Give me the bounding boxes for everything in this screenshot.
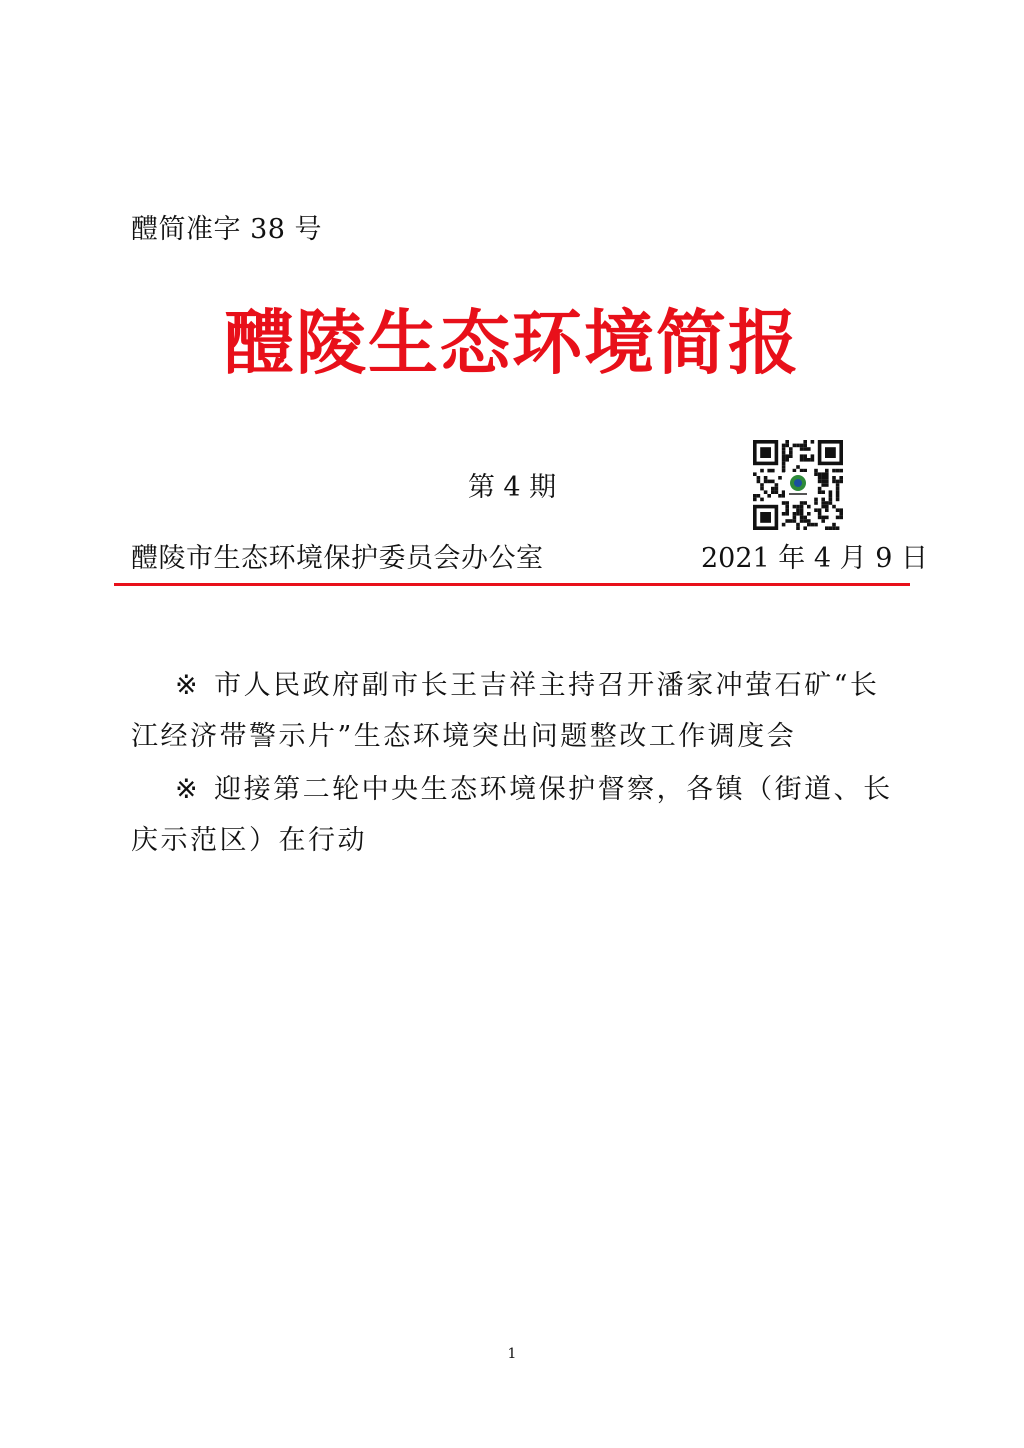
issue-date: 2021 年 4 月 9 日 <box>701 543 928 574</box>
qr-code-icon <box>751 440 845 530</box>
issuer-name: 醴陵市生态环境保护委员会办公室 <box>131 543 544 574</box>
contents-list <box>131 660 901 868</box>
doc-number: 醴简准字 38 号 <box>131 214 323 245</box>
contents-item-text: 迎接第二轮中央生态环境保护督察，各镇（街道、长庆示范区）在行动 <box>131 774 893 856</box>
contents-item-text: 市人民政府副市长王吉祥主持召开潘家冲萤石矿“长江经济带警示片”生态环境突出问题整改工作调度会 <box>131 670 880 752</box>
bullet-marker: ※ <box>175 670 201 701</box>
page-number: 1 <box>507 1346 517 1362</box>
issue-number: 第 4 期 <box>467 472 557 503</box>
bullet-marker: ※ <box>175 774 201 805</box>
contents-item <box>131 764 901 866</box>
header-divider <box>114 583 910 586</box>
masthead-title: 醴陵生态环境简报 <box>224 301 800 384</box>
contents-item <box>131 660 901 762</box>
